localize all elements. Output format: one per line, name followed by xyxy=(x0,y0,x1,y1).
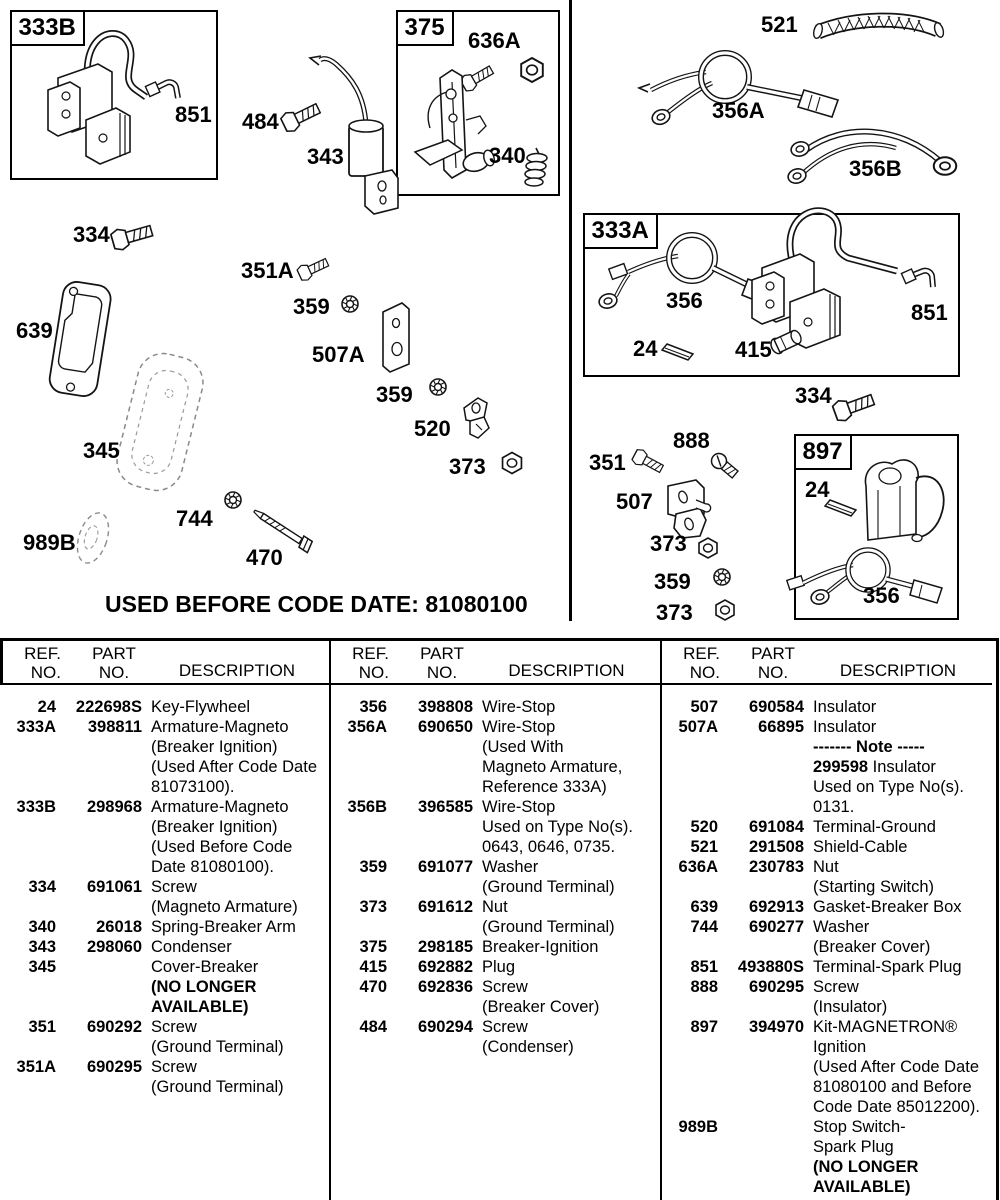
description-cell xyxy=(813,1117,992,1197)
terminal-spark-plug-851-right-icon xyxy=(901,269,933,287)
part-callout-24: 24 xyxy=(805,477,830,502)
part-callout-507: 507 xyxy=(616,489,653,514)
parts-table-row xyxy=(662,977,992,1017)
description-cell xyxy=(482,797,660,857)
part-callout-356: 356 xyxy=(863,583,900,608)
parts-table-row xyxy=(0,797,329,877)
ref-no-cell: 521 xyxy=(690,838,718,856)
description-cell xyxy=(482,937,660,957)
part-callout-507A: 507A xyxy=(312,342,365,367)
description-cell xyxy=(482,897,660,937)
description-line: Reference 333A) xyxy=(482,778,607,796)
part-no-cell: 394970 xyxy=(748,1018,804,1036)
description-line: Breaker-Ignition xyxy=(482,938,599,956)
part-callout-373: 373 xyxy=(449,454,486,479)
description-line: Cover-Breaker xyxy=(151,958,259,976)
part-callout-484: 484 xyxy=(242,109,279,134)
parts-table-row xyxy=(0,697,329,717)
parts-table-column-1 xyxy=(0,641,331,1200)
header-ref-no: REF. NO. xyxy=(24,644,61,682)
description-line: Washer xyxy=(813,918,870,936)
stop-switch-989B-icon xyxy=(72,509,115,567)
magnetron-kit-897-icon xyxy=(865,460,943,542)
description-cell xyxy=(151,937,329,957)
description-line: (Breaker Ignition) xyxy=(151,738,278,756)
parts-table-row xyxy=(0,877,329,917)
ref-no-cell: 351A xyxy=(16,1058,56,1076)
terminal-spark-plug-851-left-icon xyxy=(145,82,178,98)
parts-table-row xyxy=(662,917,992,957)
ref-no-cell: 888 xyxy=(690,978,718,996)
description-cell xyxy=(813,717,992,817)
description-line: Screw xyxy=(151,878,197,896)
header-description: DESCRIPTION xyxy=(839,661,957,680)
insulator-507A-icon xyxy=(383,303,409,372)
parts-table-row xyxy=(662,697,992,717)
header-part-no: PART NO. xyxy=(751,644,795,682)
description-line: 0643, 0646, 0735. xyxy=(482,838,616,856)
part-no-cell: 692913 xyxy=(748,898,804,916)
gasket-639-icon xyxy=(48,280,113,398)
description-line: (NO LONGER xyxy=(151,978,257,996)
part-no-cell: 66895 xyxy=(758,718,804,736)
nut-373-second-icon xyxy=(699,538,717,558)
parts-table-row xyxy=(662,857,992,897)
part-callout-888: 888 xyxy=(673,428,710,453)
armature-magneto-333B-icon xyxy=(48,34,146,164)
ref-no-cell: 470 xyxy=(359,978,387,996)
part-callout-359: 359 xyxy=(654,569,691,594)
description-line: (Breaker Cover) xyxy=(482,998,600,1016)
description-line: Gasket-Breaker Box xyxy=(813,898,962,916)
part-callout-343: 343 xyxy=(307,144,344,169)
ref-no-cell: 375 xyxy=(359,938,387,956)
inset-box-897-label: 897 xyxy=(794,434,852,471)
description-line: 0131. xyxy=(813,798,855,816)
nut-636A-icon xyxy=(521,58,543,82)
description-line: (Used With xyxy=(482,738,564,756)
part-callout-356: 356 xyxy=(666,288,703,313)
terminal-ground-520-icon xyxy=(464,398,489,438)
description-line: Wire-Stop xyxy=(482,718,556,736)
description-line: Terminal-Ground xyxy=(813,818,936,836)
ref-no-cell: 359 xyxy=(359,858,387,876)
description-line: Insulator xyxy=(813,718,877,736)
part-no-cell: 298968 xyxy=(86,798,142,816)
description-cell xyxy=(482,697,660,717)
description-cell xyxy=(151,797,329,877)
description-line: Screw xyxy=(813,978,859,996)
parts-table-row xyxy=(331,957,660,977)
part-callout-334: 334 xyxy=(795,383,832,408)
part-callout-24: 24 xyxy=(633,336,658,361)
description-cell xyxy=(813,977,992,1017)
part-no-cell: 230783 xyxy=(748,858,804,876)
ref-no-cell: 333B xyxy=(16,798,56,816)
plug-415-icon xyxy=(769,328,804,356)
parts-table-row xyxy=(331,977,660,1017)
description-cell xyxy=(151,697,329,717)
part-no-cell: 691061 xyxy=(86,878,142,896)
description-cell xyxy=(151,717,329,797)
inset-box-333B-label: 333B xyxy=(10,10,85,47)
ref-no-cell: 340 xyxy=(28,918,56,936)
parts-table-row xyxy=(0,957,329,1017)
part-callout-356B: 356B xyxy=(849,156,902,181)
ref-no-cell: 334 xyxy=(28,878,56,896)
key-flywheel-24-897-icon xyxy=(825,500,856,516)
screw-351-icon xyxy=(631,448,665,476)
part-no-cell: 222698S xyxy=(75,698,142,716)
ref-no-cell: 897 xyxy=(690,1018,718,1036)
description-cell xyxy=(813,817,992,837)
part-callout-639: 639 xyxy=(16,318,53,343)
description-line: Condenser xyxy=(151,938,232,956)
description-line: Insulator xyxy=(813,698,877,716)
ref-no-cell: 356A xyxy=(347,718,387,736)
ref-no-cell: 24 xyxy=(37,698,56,716)
description-line: Code Date 85012200). xyxy=(813,1098,980,1116)
part-callout-373: 373 xyxy=(650,531,687,556)
description-line: 81080100 and Before xyxy=(813,1078,972,1096)
code-date-caption: USED BEFORE CODE DATE: 81080100 xyxy=(105,591,528,617)
description-line: (Condenser) xyxy=(482,1038,574,1056)
ref-no-cell: 507 xyxy=(690,698,718,716)
part-callout-356A: 356A xyxy=(712,98,765,123)
ref-no-cell: 507A xyxy=(678,718,718,736)
table-header xyxy=(331,641,660,685)
diagram-divider xyxy=(569,0,572,621)
description-line: (Ground Terminal) xyxy=(151,1038,284,1056)
description-line: Spark Plug xyxy=(813,1138,894,1156)
description-line: Armature-Magneto xyxy=(151,798,289,816)
parts-table-row xyxy=(662,717,992,817)
header-ref-no: REF. NO. xyxy=(352,644,389,682)
description-line: (Starting Switch) xyxy=(813,878,935,896)
table-header xyxy=(0,641,329,685)
description-cell xyxy=(482,957,660,977)
washer-359-third-icon xyxy=(714,569,730,585)
description-cell xyxy=(482,717,660,797)
description-line: (Used After Code Date xyxy=(813,1058,979,1076)
description-cell xyxy=(813,837,992,857)
description-line: (Used After Code Date xyxy=(151,758,317,776)
description-line: (Ground Terminal) xyxy=(151,1078,284,1096)
part-callout-470: 470 xyxy=(246,545,283,570)
description-line: 299598 Insulator xyxy=(813,758,936,776)
part-callout-359: 359 xyxy=(293,294,330,319)
part-callout-851: 851 xyxy=(175,102,212,127)
ref-no-cell: 345 xyxy=(28,958,56,976)
parts-table-row xyxy=(331,897,660,937)
part-callout-334: 334 xyxy=(73,222,110,247)
parts-table-column-2 xyxy=(331,641,662,1200)
parts-table-row xyxy=(662,957,992,977)
part-no-cell: 26018 xyxy=(96,918,142,936)
description-line: Screw xyxy=(151,1058,197,1076)
parts-table-row xyxy=(662,897,992,917)
description-line: Date 81080100). xyxy=(151,858,274,876)
part-callout-744: 744 xyxy=(176,506,213,531)
description-line: (Used Before Code xyxy=(151,838,293,856)
part-callout-373: 373 xyxy=(656,600,693,625)
description-cell xyxy=(482,977,660,1017)
ref-no-cell: 356 xyxy=(359,698,387,716)
description-line: Magneto Armature, xyxy=(482,758,623,776)
description-line: Nut xyxy=(482,898,508,916)
part-no-cell: 398808 xyxy=(417,698,473,716)
part-no-cell: 690277 xyxy=(748,918,804,936)
part-callout-851: 851 xyxy=(911,300,948,325)
parts-table-row xyxy=(662,1117,992,1197)
part-no-cell xyxy=(718,1117,804,1197)
description-line: Wire-Stop xyxy=(482,798,556,816)
key-flywheel-24-333A-icon xyxy=(662,344,693,360)
description-line: Nut xyxy=(813,858,839,876)
part-callout-521: 521 xyxy=(761,12,798,37)
header-part-no: PART NO. xyxy=(92,644,136,682)
part-callout-636A: 636A xyxy=(468,28,521,53)
screw-334-right-icon xyxy=(832,390,877,423)
ref-no-cell: 356B xyxy=(347,798,387,816)
description-line: Screw xyxy=(482,978,528,996)
inset-box-375-label: 375 xyxy=(396,10,454,47)
description-line: Stop Switch- xyxy=(813,1118,906,1136)
parts-table-row xyxy=(0,717,329,797)
part-no-cell: 690292 xyxy=(86,1018,142,1036)
shield-cable-521-icon xyxy=(812,16,945,39)
ref-no-cell: 520 xyxy=(690,818,718,836)
table-body xyxy=(0,685,329,1097)
description-line: Kit-MAGNETRON® xyxy=(813,1018,958,1036)
description-line: Shield-Cable xyxy=(813,838,908,856)
armature-magneto-333A-icon xyxy=(752,211,897,348)
header-ref-no: REF. NO. xyxy=(683,644,720,682)
screw-351A-icon xyxy=(296,255,330,282)
table-body xyxy=(331,685,660,1057)
description-line: Wire-Stop xyxy=(482,698,556,716)
part-callout-351: 351 xyxy=(589,450,626,475)
ref-no-cell: 484 xyxy=(359,1018,387,1036)
ref-no-cell: 333A xyxy=(16,718,56,736)
header-part-no: PART NO. xyxy=(420,644,464,682)
description-line: Used on Type No(s). xyxy=(482,818,634,836)
description-line: (Breaker Ignition) xyxy=(151,818,278,836)
ref-no-cell: 415 xyxy=(359,958,387,976)
part-no-cell: 298060 xyxy=(86,938,142,956)
ref-no-cell: 851 xyxy=(690,958,718,976)
description-line: (Ground Terminal) xyxy=(482,918,615,936)
part-no-cell: 690294 xyxy=(417,1018,473,1036)
parts-table-column-3 xyxy=(662,641,992,1200)
part-no-cell: 291508 xyxy=(748,838,804,856)
parts-table-row xyxy=(662,817,992,837)
description-cell xyxy=(151,1017,329,1057)
insulator-507-icon xyxy=(668,480,711,538)
description-line: AVAILABLE) xyxy=(151,998,249,1016)
part-no-cell: 690295 xyxy=(86,1058,142,1076)
cover-breaker-345-icon xyxy=(112,348,209,496)
parts-table-row xyxy=(331,1017,660,1057)
description-cell xyxy=(482,857,660,897)
part-no-cell: 398811 xyxy=(87,718,142,736)
part-no-cell: 692836 xyxy=(417,978,473,996)
description-cell xyxy=(482,1017,660,1057)
ref-no-cell: 636A xyxy=(678,858,718,876)
part-callout-345: 345 xyxy=(83,438,120,463)
nut-373-third-icon xyxy=(716,600,734,620)
description-line: Armature-Magneto xyxy=(151,718,289,736)
description-line: (Insulator) xyxy=(813,998,888,1016)
table-header xyxy=(662,641,992,685)
description-cell xyxy=(813,917,992,957)
washer-359-first-icon xyxy=(342,296,358,312)
description-line: Key-Flywheel xyxy=(151,698,251,716)
nut-373-first-icon xyxy=(503,453,522,474)
part-no-cell: 690584 xyxy=(748,698,804,716)
part-callout-989B: 989B xyxy=(23,530,76,555)
description-cell xyxy=(813,957,992,977)
part-callout-340: 340 xyxy=(489,143,526,168)
description-line: ------- Note ----- xyxy=(813,738,925,756)
part-no-cell: 298185 xyxy=(417,938,473,956)
description-line: 81073100). xyxy=(151,778,235,796)
table-body xyxy=(662,685,992,1197)
part-no-cell: 690650 xyxy=(417,718,473,736)
parts-table-row xyxy=(662,837,992,857)
description-line: Used on Type No(s). xyxy=(813,778,965,796)
ref-no-cell: 744 xyxy=(690,918,718,936)
description-line: Washer xyxy=(482,858,539,876)
parts-table xyxy=(0,638,999,1200)
parts-table-row xyxy=(0,917,329,937)
screw-888-icon xyxy=(708,450,739,480)
part-callout-359: 359 xyxy=(376,382,413,407)
header-description: DESCRIPTION xyxy=(508,661,625,680)
ref-no-cell: 989B xyxy=(678,1118,718,1136)
ref-no-cell: 373 xyxy=(359,898,387,916)
part-callout-351A: 351A xyxy=(241,258,294,283)
ref-no-cell: 639 xyxy=(690,898,718,916)
breaker-ignition-375-icon xyxy=(415,62,496,178)
ref-no-cell: 351 xyxy=(28,1018,56,1036)
description-cell xyxy=(151,957,329,1017)
description-line: (Ground Terminal) xyxy=(482,878,615,896)
part-no-cell xyxy=(56,957,142,1017)
parts-table-row xyxy=(331,717,660,797)
description-line: (Magneto Armature) xyxy=(151,898,298,916)
inset-box-333A-label: 333A xyxy=(583,213,658,250)
washer-744-icon xyxy=(225,492,241,508)
description-cell xyxy=(151,917,329,937)
description-line: Plug xyxy=(482,958,516,976)
condenser-343-icon xyxy=(310,56,398,214)
description-line: (NO LONGER xyxy=(813,1158,919,1176)
description-cell xyxy=(151,877,329,917)
parts-table-row xyxy=(0,937,329,957)
parts-table-row xyxy=(0,1057,329,1097)
description-cell xyxy=(813,897,992,917)
screw-484-icon xyxy=(280,99,323,134)
parts-table-row xyxy=(662,1017,992,1117)
parts-table-row xyxy=(331,797,660,857)
part-no-cell: 493880S xyxy=(737,958,804,976)
description-line: Ignition xyxy=(813,1038,867,1056)
part-no-cell: 396585 xyxy=(417,798,473,816)
description-line: Spring-Breaker Arm xyxy=(151,918,296,936)
description-cell xyxy=(813,697,992,717)
part-callout-520: 520 xyxy=(414,416,451,441)
description-cell xyxy=(813,1017,992,1117)
header-description: DESCRIPTION xyxy=(178,661,296,680)
description-line: Terminal-Spark Plug xyxy=(813,958,962,976)
parts-table-row xyxy=(0,1017,329,1057)
ref-no-cell: 343 xyxy=(28,938,56,956)
description-line: AVAILABLE) xyxy=(813,1178,911,1196)
parts-table-row xyxy=(331,937,660,957)
parts-table-row xyxy=(331,697,660,717)
part-no-cell: 691612 xyxy=(417,898,473,916)
part-callout-415: 415 xyxy=(735,337,772,362)
washer-359-second-icon xyxy=(430,379,446,395)
description-line: Screw xyxy=(482,1018,528,1036)
part-no-cell: 691084 xyxy=(748,818,804,836)
screw-334-left-icon xyxy=(110,221,154,252)
part-no-cell: 691077 xyxy=(417,858,473,876)
parts-table-row xyxy=(331,857,660,897)
description-cell xyxy=(151,1057,329,1097)
description-cell xyxy=(813,857,992,897)
spring-340-icon xyxy=(525,148,547,186)
description-line: Screw xyxy=(151,1018,197,1036)
description-line: (Breaker Cover) xyxy=(813,938,931,956)
part-no-cell: 690295 xyxy=(748,978,804,996)
part-no-cell: 692882 xyxy=(417,958,473,976)
